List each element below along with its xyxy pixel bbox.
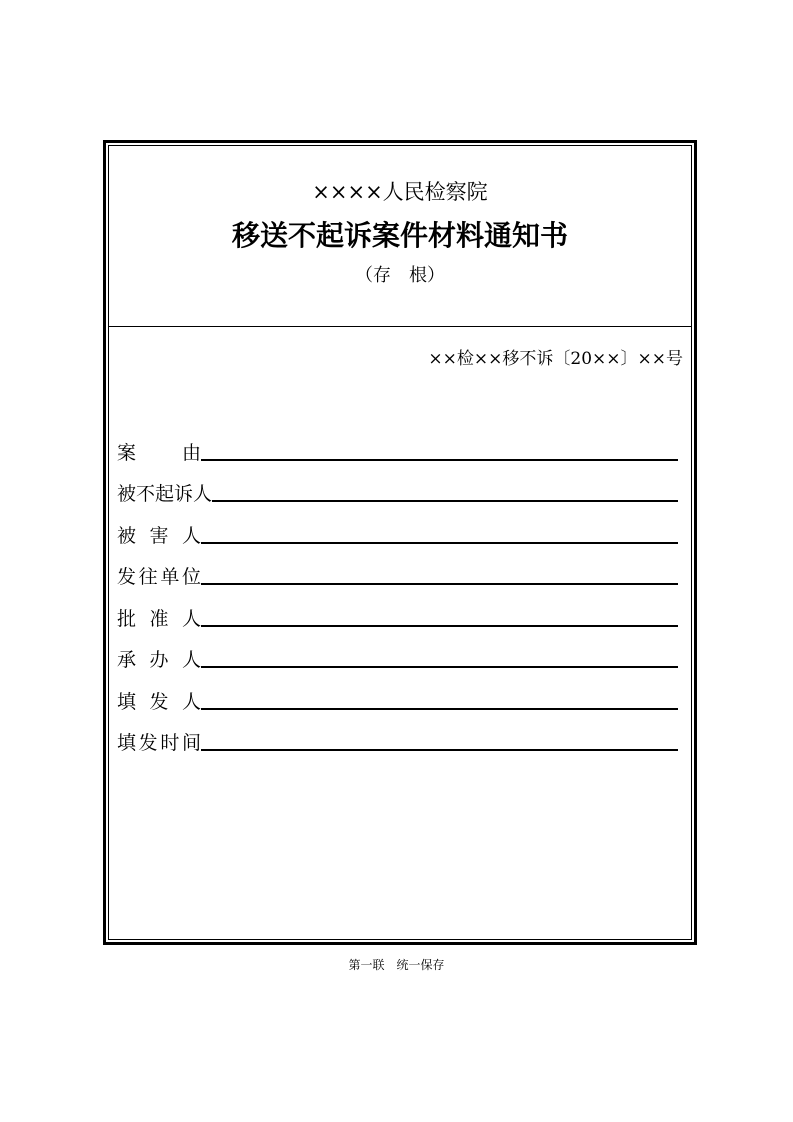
footer-note: 第一联 统一保存 xyxy=(348,958,445,972)
field-handler xyxy=(117,631,678,673)
form-header xyxy=(109,146,691,327)
document-title: 移送不起诉案件材料通知书 xyxy=(231,219,568,252)
form-inner-border xyxy=(108,145,692,940)
field-label: 被害人 xyxy=(117,524,201,547)
field-input[interactable] xyxy=(201,625,678,627)
field-input[interactable] xyxy=(201,708,678,710)
field-victim xyxy=(117,506,678,548)
form-border xyxy=(103,140,697,945)
field-input[interactable] xyxy=(212,500,678,502)
field-label: 填发时间 xyxy=(117,732,201,754)
organization-name: ××××人民检察院 xyxy=(312,180,488,204)
field-label: 填发人 xyxy=(117,690,201,713)
copy-type: （存 根） xyxy=(355,265,445,286)
field-non-prosecuted-person xyxy=(117,465,678,507)
field-input[interactable] xyxy=(201,749,678,751)
field-input[interactable] xyxy=(201,542,678,544)
field-label: 案由 xyxy=(117,441,201,464)
field-input[interactable] xyxy=(201,459,678,461)
document-number: ××检××移不诉〔20××〕××号 xyxy=(428,349,683,369)
field-recipient-unit xyxy=(117,548,678,590)
field-issuer xyxy=(117,672,678,714)
field-label: 发往单位 xyxy=(117,566,201,588)
field-issue-time xyxy=(117,714,678,756)
field-label: 被不起诉人 xyxy=(117,483,213,505)
field-case-reason xyxy=(117,423,678,465)
field-label: 承办人 xyxy=(117,649,201,671)
form-fields xyxy=(117,423,678,755)
field-input[interactable] xyxy=(201,583,678,585)
field-input[interactable] xyxy=(201,666,678,668)
field-label: 批准人 xyxy=(117,607,201,630)
field-approver xyxy=(117,589,678,631)
